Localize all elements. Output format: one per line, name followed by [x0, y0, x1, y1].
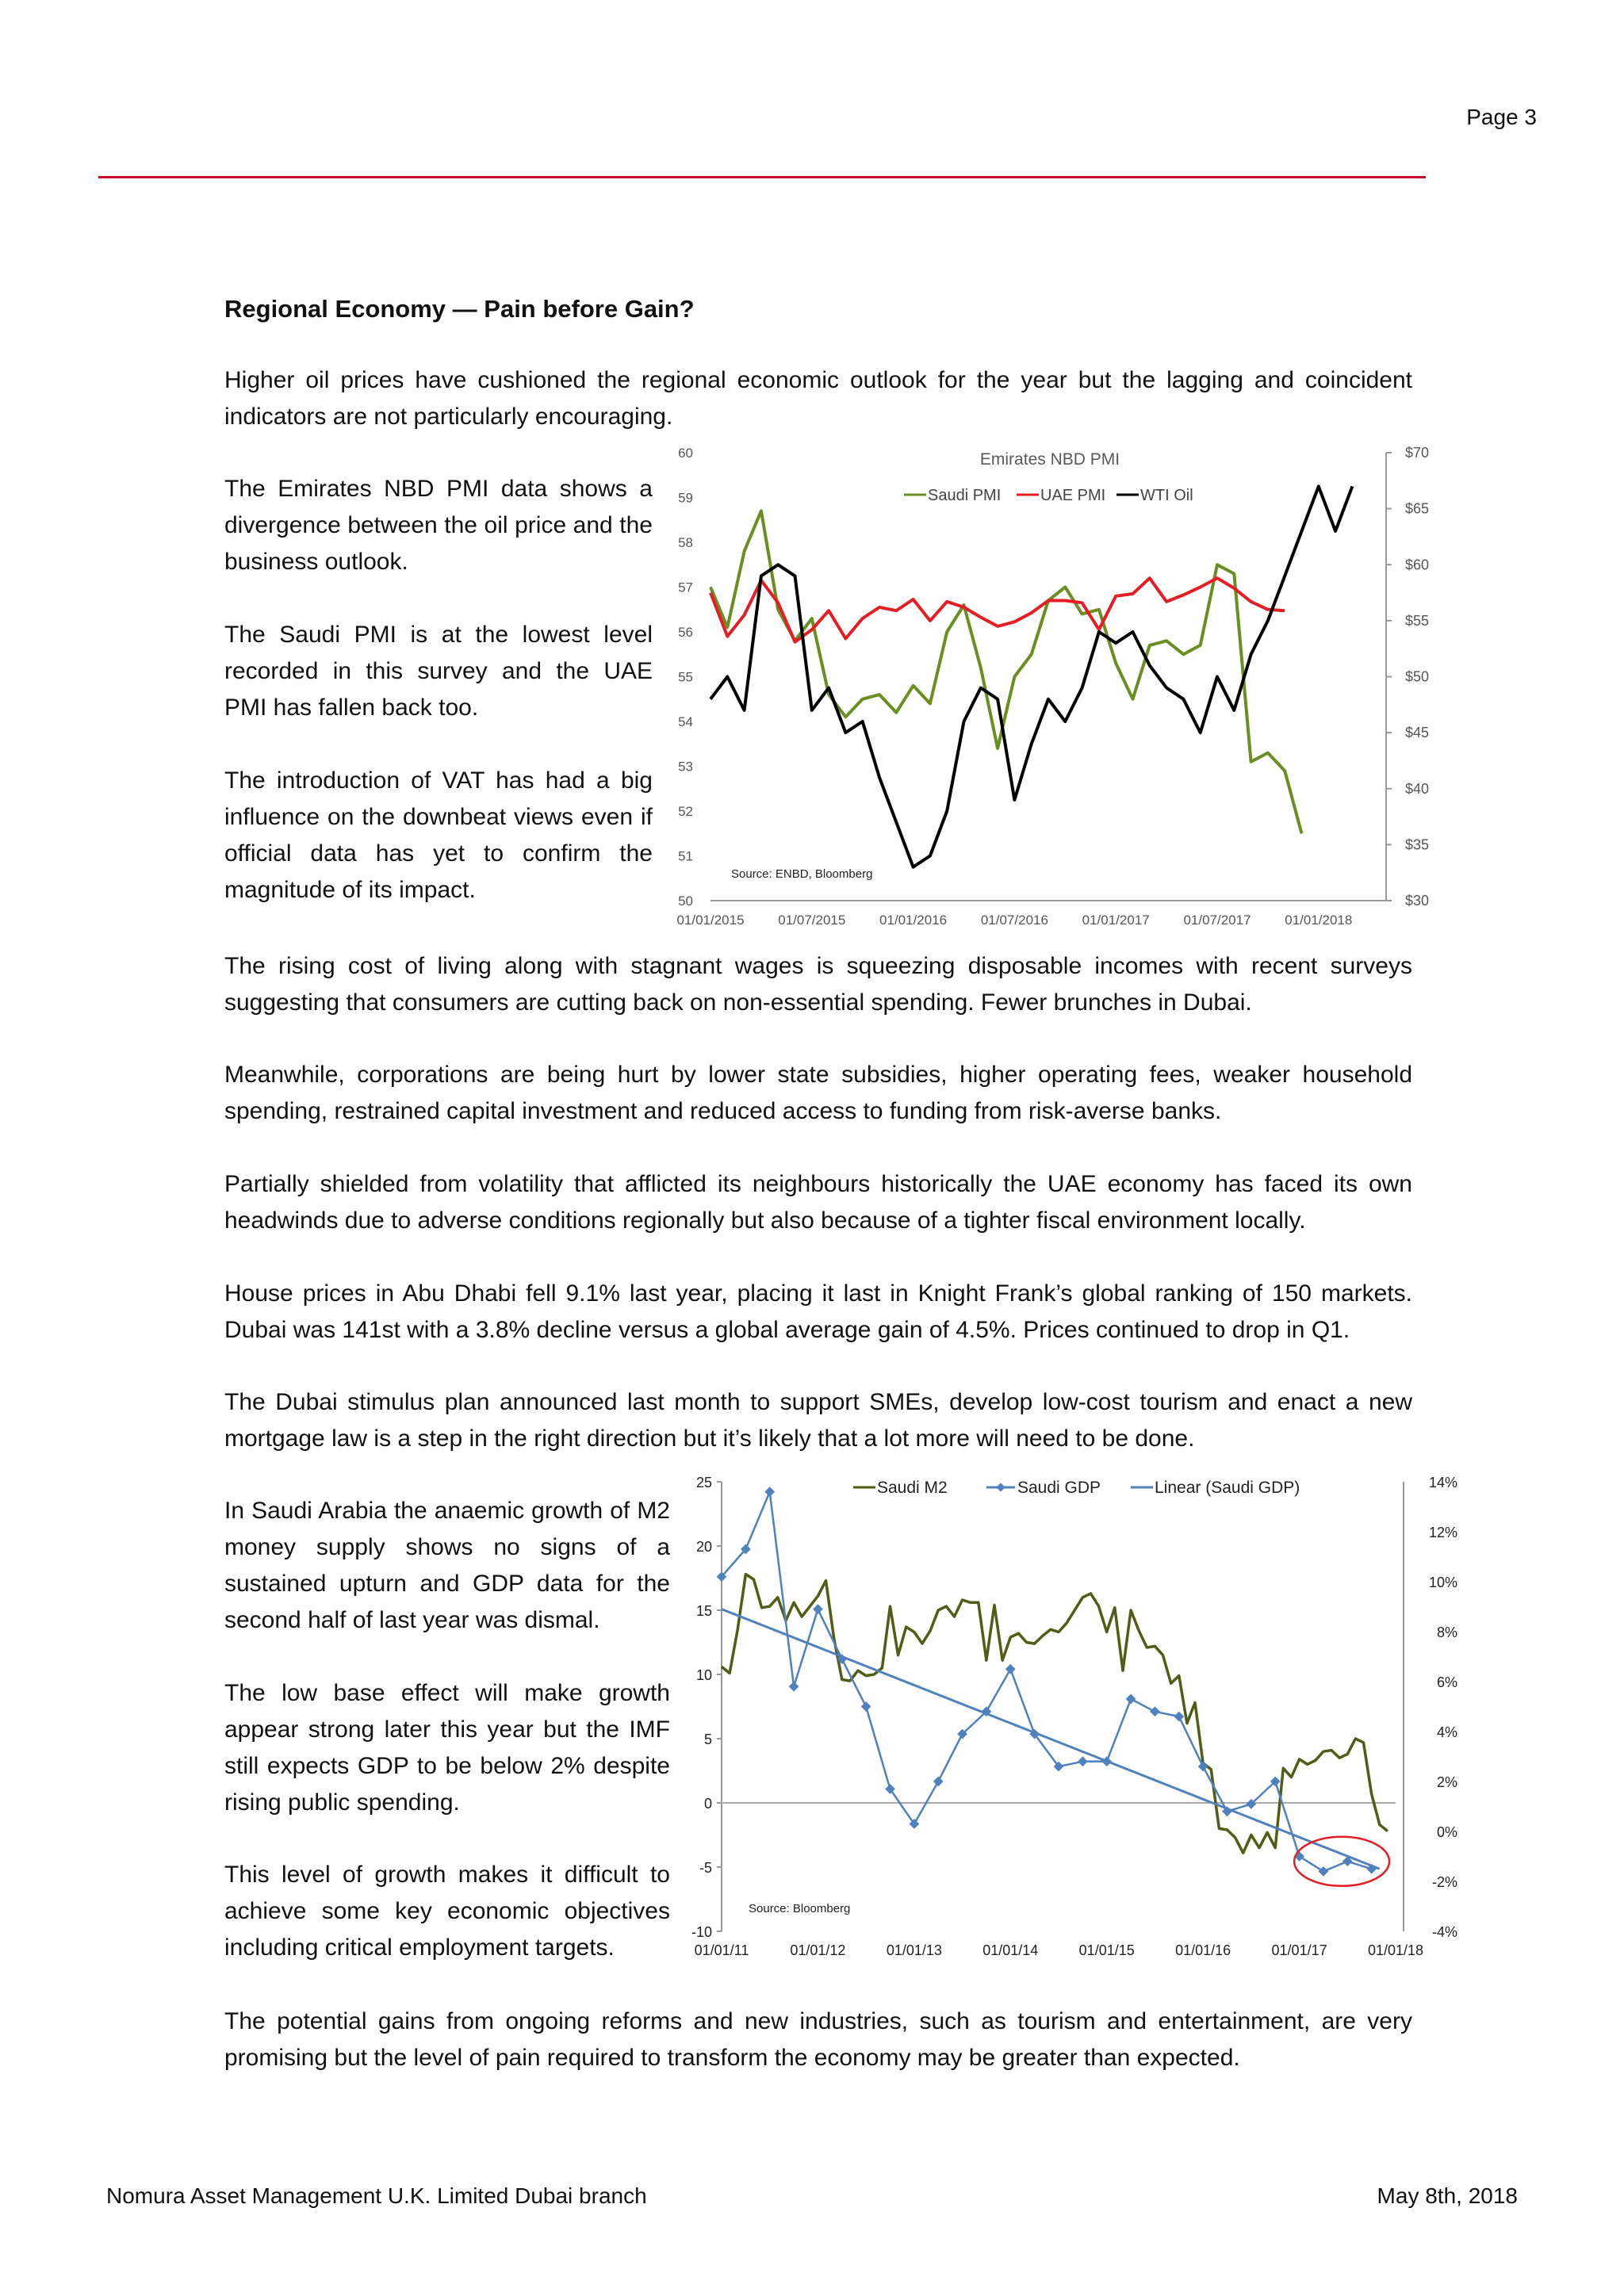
paragraph-house-prices: House prices in Abu Dhabi fell 9.1% last year, placing it last in Knight Frank’s global ranking of 150 markets. Dubai was 141st with a 3.8% decline versus a global average gain of 4.5%. Prices continued to drop in Q1. — [224, 1280, 1412, 1343]
side-note-m2: In Saudi Arabia the anaemic growth of M2 money supply shows no signs of a sustained upturn and GDP data for the second half of last year was dismal. — [224, 1498, 670, 1633]
saudi-right-tick-label: 8% — [1436, 1624, 1457, 1640]
pmi-left-tick-label: 58 — [678, 535, 693, 550]
legend-saudi-gdp: Saudi GDP — [1017, 1479, 1101, 1497]
pmi-x-tick-label: 01/01/2015 — [676, 913, 745, 928]
saudi-chart-legend — [853, 1479, 1300, 1497]
saudi-left-tick-label: 0 — [703, 1796, 712, 1812]
saudi-gdp-point — [789, 1682, 799, 1692]
legend-uae-pmi: UAE PMI — [1040, 487, 1106, 504]
saudi-x-tick-label: 01/01/13 — [886, 1942, 942, 1958]
pmi-right-tick-label: $45 — [1405, 725, 1430, 741]
side-note-pmi: The Emirates NBD PMI data shows a divergence between the oil price and the business outlook. — [224, 476, 653, 575]
saudi-gdp-point — [1150, 1706, 1160, 1716]
saudi-gdp-point — [1101, 1756, 1112, 1766]
pmi-left-tick-label: 57 — [678, 580, 693, 595]
intro-paragraph: Higher oil prices have cushioned the regional economic outlook for the year but the lagging and coincident indicators are not particularly encouraging. — [224, 367, 1412, 430]
saudi-right-tick-label: -4% — [1431, 1924, 1457, 1940]
saudi-x-tick-label: 01/01/11 — [694, 1942, 749, 1958]
pmi-left-tick-label: 53 — [678, 759, 693, 775]
saudi-series-linear-gdp — [722, 1609, 1380, 1869]
pmi-right-tick-label: $40 — [1405, 780, 1430, 797]
pmi-right-tick-label: $55 — [1405, 612, 1430, 629]
side-note-vat: The introduction of VAT has had a big influence on the downbeat views even if official data has yet to confirm the magnitude of its impact. — [224, 767, 653, 903]
page-number: Page 3 — [1466, 105, 1537, 129]
saudi-gdp-point — [933, 1777, 944, 1787]
pmi-left-tick-label: 51 — [678, 848, 693, 864]
legend-wti-oil: WTI Oil — [1140, 487, 1193, 504]
saudi-x-tick-label: 01/01/15 — [1078, 1942, 1135, 1958]
pmi-chart-legend — [904, 487, 1193, 504]
pmi-chart — [666, 441, 1443, 932]
paragraph-stimulus: The Dubai stimulus plan announced last month to support SMEs, develop low-cost tourism and enact a new mortgage law is a step in the right direction but it’s likely that a lot more will need to be done. — [224, 1389, 1412, 1452]
pmi-right-tick-label: $30 — [1405, 893, 1430, 909]
section-heading: Regional Economy — Pain before Gain? — [224, 295, 695, 323]
pmi-chart-series — [710, 486, 1352, 867]
side-note-objectives: This level of growth makes it difficult to achieve some key economic objectives including critical employment targets. — [224, 1862, 670, 1961]
saudi-right-tick-label: 14% — [1428, 1475, 1457, 1490]
pmi-chart-source: Source: ENBD, Bloomberg — [731, 867, 873, 881]
saudi-gdp-point — [1078, 1756, 1088, 1766]
saudi-chart-source: Source: Bloomberg — [749, 1902, 851, 1915]
footer-company: Nomura Asset Management U.K. Limited Dubai branch — [106, 2183, 647, 2208]
saudi-gdp-point — [764, 1487, 775, 1497]
pmi-right-tick-label: $35 — [1405, 836, 1430, 853]
saudi-gdp-point — [1319, 1866, 1329, 1877]
saudi-gdp-point — [1198, 1762, 1208, 1772]
legend-saudi-gdp-marker — [996, 1483, 1005, 1491]
saudi-right-tick-label: 10% — [1428, 1575, 1457, 1590]
saudi-x-tick-label: 01/01/12 — [790, 1942, 846, 1958]
pmi-right-tick-label: $70 — [1405, 445, 1430, 461]
saudi-left-tick-label: 10 — [695, 1667, 712, 1683]
saudi-gdp-point — [1126, 1694, 1136, 1705]
saudi-right-tick-label: 0% — [1436, 1824, 1457, 1840]
saudi-series-gdp — [722, 1492, 1372, 1872]
pmi-x-tick-label: 01/01/2016 — [879, 913, 948, 928]
saudi-x-tick-label: 01/01/14 — [982, 1942, 1039, 1958]
saudi-x-tick-label: 01/01/16 — [1175, 1942, 1231, 1958]
pmi-x-tick-label: 01/01/2018 — [1285, 913, 1353, 928]
header-rule — [98, 176, 1426, 178]
closing-paragraph: The potential gains from ongoing reforms and new industries, such as tourism and entertainment, are very promising but the level of pain required to transform the economy may be greater than expected. — [224, 2008, 1412, 2071]
pmi-right-tick-label: $65 — [1405, 500, 1430, 517]
paragraph-corporations: Meanwhile, corporations are being hurt by lower state subsidies, higher operating fees, weaker household spending, restrained capital investment and reduced access to funding from risk-averse banks. — [224, 1062, 1412, 1124]
pmi-right-tick-label: $60 — [1405, 557, 1430, 573]
side-note-saudi-pmi: The Saudi PMI is at the lowest level recorded in this survey and the UAE PMI has fallen back too. — [224, 622, 653, 721]
pmi-left-tick-label: 59 — [678, 490, 693, 506]
saudi-gdp-point — [813, 1604, 823, 1614]
pmi-left-tick-label: 50 — [678, 894, 693, 909]
pmi-x-tick-label: 01/07/2016 — [980, 913, 1048, 928]
saudi-left-tick-label: -5 — [699, 1860, 712, 1876]
pmi-series-saudi-pmi — [710, 511, 1302, 833]
saudi-gdp-point — [1174, 1712, 1184, 1722]
saudi-chart-series — [717, 1487, 1389, 1886]
pmi-left-tick-label: 60 — [678, 446, 693, 461]
saudi-right-tick-label: 6% — [1436, 1674, 1457, 1690]
saudi-x-tick-label: 01/01/17 — [1271, 1942, 1327, 1958]
pmi-x-tick-label: 01/01/2017 — [1082, 913, 1150, 928]
pmi-left-tick-label: 56 — [678, 625, 693, 640]
pmi-left-tick-label: 54 — [678, 714, 693, 729]
legend-saudi-pmi: Saudi PMI — [928, 487, 1002, 504]
saudi-right-tick-label: 12% — [1428, 1525, 1457, 1540]
paragraph-cost-of-living: The rising cost of living along with stagnant wages is squeezing disposable incomes with recent surveys suggesting that consumers are cutting back on non-essential spending. Fewer brunches in Dubai. — [224, 953, 1412, 1016]
pmi-left-tick-label: 52 — [678, 804, 693, 819]
paragraph-volatility: Partially shielded from volatility that afflicted its neighbours historically the UAE economy has faced its own headwinds due to adverse conditions regionally but also because of a tighter fiscal environment locally. — [224, 1171, 1412, 1234]
pmi-x-tick-label: 01/07/2015 — [778, 913, 846, 928]
saudi-gdp-point — [861, 1701, 871, 1712]
pmi-series-wti-oil — [710, 486, 1352, 867]
legend-saudi-m2: Saudi M2 — [877, 1479, 948, 1497]
saudi-right-tick-label: 2% — [1436, 1774, 1457, 1790]
side-note-base-effect: The low base effect will make growth appear strong later this year but the IMF still expects GDP to be below 2% despite rising public spending. — [224, 1680, 670, 1816]
saudi-m2-gdp-chart — [682, 1468, 1457, 1976]
saudi-right-tick-label: 4% — [1436, 1724, 1457, 1740]
legend-linear-saudi-gdp: Linear (Saudi GDP) — [1155, 1479, 1300, 1497]
pmi-left-tick-label: 55 — [678, 669, 693, 685]
saudi-x-tick-label: 01/01/18 — [1367, 1942, 1424, 1958]
saudi-left-tick-label: 25 — [695, 1475, 712, 1490]
saudi-left-tick-label: 5 — [703, 1732, 712, 1747]
saudi-left-tick-label: -10 — [691, 1924, 712, 1940]
pmi-chart-axes — [676, 445, 1429, 928]
saudi-left-tick-label: 20 — [695, 1539, 712, 1555]
saudi-right-tick-label: -2% — [1431, 1874, 1457, 1890]
pmi-chart-title: Emirates NBD PMI — [979, 450, 1120, 469]
pmi-x-tick-label: 01/07/2017 — [1183, 913, 1251, 928]
saudi-gdp-point — [1005, 1664, 1016, 1674]
pmi-right-tick-label: $50 — [1405, 668, 1430, 685]
saudi-left-tick-label: 15 — [695, 1603, 712, 1619]
footer-date: May 8th, 2018 — [1377, 2183, 1518, 2208]
